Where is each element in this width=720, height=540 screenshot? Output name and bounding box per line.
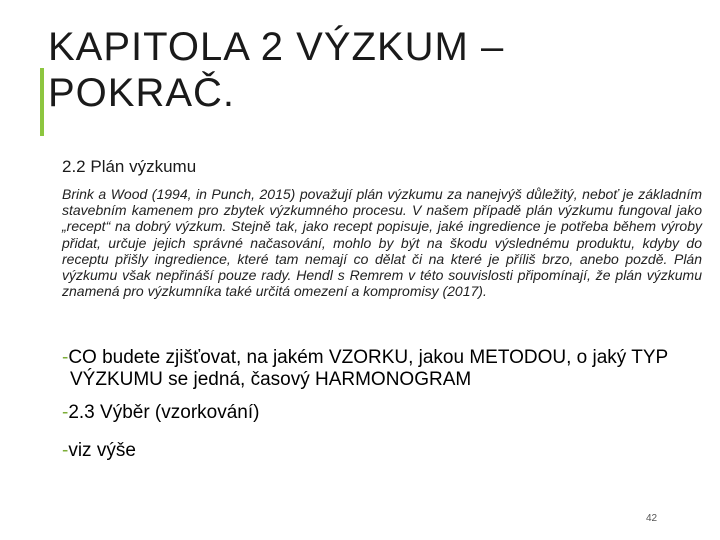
bullet-dash: - bbox=[62, 402, 69, 423]
section-subheading: 2.2 Plán výzkumu bbox=[62, 157, 197, 176]
slide-title-line1: KAPITOLA 2 VÝZKUM – bbox=[48, 25, 505, 69]
title-accent-bar bbox=[40, 68, 44, 136]
bullet-text: 2.3 Výběr (vzorkování) bbox=[68, 402, 260, 423]
bullet-text-line1: CO budete zjišťovat, na jakém VZORKU, jakou METODOU, o jaký TYP bbox=[68, 347, 669, 368]
bullet-item-see-above bbox=[62, 440, 136, 462]
bullet-text-line2: VÝZKUMU se jedná, časový HARMONOGRAM bbox=[70, 369, 472, 390]
bullet-item-research-plan bbox=[62, 347, 712, 391]
body-paragraph: Brink a Wood (1994, in Punch, 2015) považují plán výzkumu za nanejvýš důležitý, neboť je základním stavebním kamenem pro zbytek výzkumného procesu. V našem případě plán výzkumu fungoval jako „recept“ na dobrý výzkum. Stejně tak, jako recept popisuje, jaké ingredience je potřeba během výroby přidat, určuje jejich správné načasování, mohlo by být na škodu výslednému produktu, kdyby do receptu přišly ingredience, které tam nemají co dělat či na které je příliš brzo, anebo pozdě. Plán výzkumu však nepřináší pouze rady. Hendl s Remrem v této souvislosti připomínají, že plán výzkumu znamená pro výzkumníka také určitá omezení a kompromisy (2017). bbox=[62, 186, 702, 300]
bullet-text: viz výše bbox=[68, 440, 136, 461]
slide-title-line2: POKRAČ. bbox=[48, 71, 236, 115]
slide-title bbox=[48, 24, 648, 116]
bullet-dash: - bbox=[62, 440, 69, 461]
page-number: 42 bbox=[646, 513, 658, 524]
bullet-dash: - bbox=[62, 347, 69, 368]
bullet-item-sampling bbox=[62, 402, 259, 424]
